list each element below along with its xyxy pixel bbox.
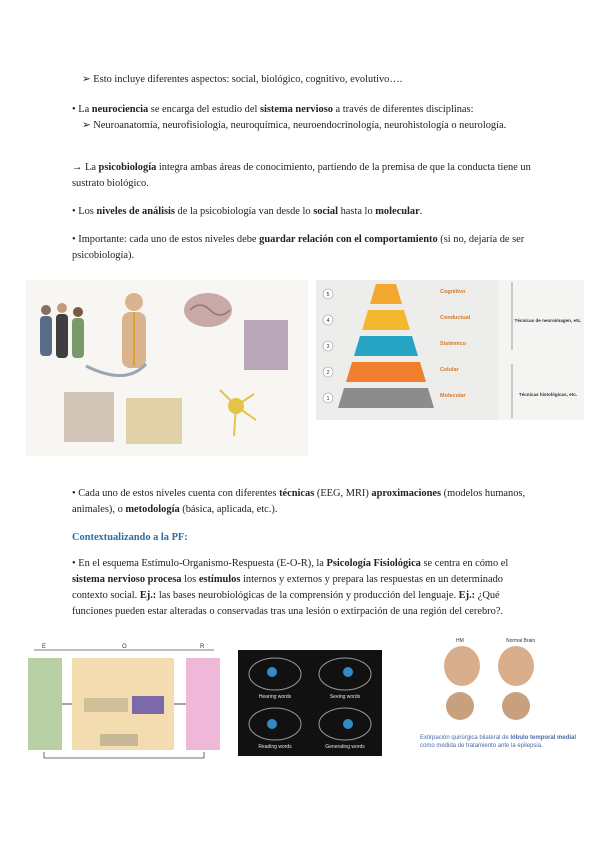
synapse-icon xyxy=(126,398,182,444)
activation-spot xyxy=(343,719,353,729)
pyramid-level-title: Celular xyxy=(440,367,459,373)
paragraph-niveles: • Los niveles de análisis de la psicobiología van desde lo social hasta lo molecular. xyxy=(72,206,423,217)
label-hm: HM xyxy=(456,638,464,644)
pyramid-level-title: Molecular xyxy=(440,393,466,399)
brain-panel-label: Seeing words xyxy=(329,694,361,700)
eor-label-o: O xyxy=(122,644,127,650)
pyramid-number: 4 xyxy=(326,318,330,324)
lesion-caption: Extirpación quirúrgica bilateral de lóbulo temporal medial como medida de tratamiento ante la epilepsia. xyxy=(420,735,577,749)
levels-illustration xyxy=(26,280,308,456)
response-box xyxy=(186,658,220,750)
lesion-figure xyxy=(420,634,590,724)
pyramid-level-2 xyxy=(346,362,426,382)
pyramid-number: 2 xyxy=(326,370,330,376)
paragraph-importante: • Importante: cada uno de estos niveles debe guardar relación con el comportamiento (si no, dejaría de ser psicobiología). xyxy=(72,234,525,261)
eor-label-r: R xyxy=(200,644,205,650)
activation-spot xyxy=(267,719,277,729)
brain-panel-label: Generating words xyxy=(325,744,365,750)
side-label-bottom: Técnicas histológicas, etc. xyxy=(518,392,578,397)
membrane-icon xyxy=(64,392,114,442)
brain-icon xyxy=(184,293,232,327)
pyramid-level-3 xyxy=(354,336,418,356)
eor-diagram xyxy=(24,640,224,760)
paragraph-psicobiologia: → La psicobiología integra ambas áreas de conocimiento, partiendo de la premisa de que la conducta tiene un sustrato biológico. xyxy=(72,162,531,189)
people-group-icon xyxy=(40,303,84,358)
pyramid-level-title: Cognitivo xyxy=(440,289,466,295)
activation-spot xyxy=(267,667,277,677)
section-heading: Contextualizando a la PF: xyxy=(72,532,188,543)
brain-panel-label: Reading words xyxy=(258,744,292,750)
activation-spot xyxy=(343,667,353,677)
human-body-icon xyxy=(122,293,146,368)
tissue-slice-icon xyxy=(244,320,288,370)
eor-label-e: E xyxy=(42,644,47,650)
brain-normal-icon xyxy=(498,646,534,686)
pyramid-number: 3 xyxy=(326,344,330,350)
brain-hm-icon xyxy=(444,646,480,686)
paragraph-aspects: ➢ Esto incluye diferentes aspectos: social, biológico, cognitivo, evolutivo…. xyxy=(82,74,403,85)
brain-activation-figure xyxy=(238,650,382,756)
pyramid-level-title: Conductual xyxy=(440,315,471,321)
label-normal: Normal Brain xyxy=(506,638,536,644)
levels-pyramid xyxy=(316,280,584,420)
side-label-top: Técnicas de neuroimagen, etc. xyxy=(514,318,582,323)
pyramid-number: 5 xyxy=(326,292,330,298)
pyramid-level-1 xyxy=(338,388,434,408)
paragraph-tecnicas: • Cada uno de estos niveles cuenta con diferentes técnicas (EEG, MRI) aproximaciones (modelos humanos, animales), o metodología (básica, aplicada, etc.). xyxy=(72,488,526,515)
pyramid-number: 1 xyxy=(326,396,330,402)
pyramid-level-title: Sistémico xyxy=(440,341,466,347)
paragraph-neurociencia: • La neurociencia se encarga del estudio del sistema nervioso a través de diferentes disciplinas: ➢ Neuroanatomía, neurofisiología, neuroquímica, neuroendocrinología, neurohistología o neurología. xyxy=(72,104,507,131)
paragraph-eor: • En el esquema Estímulo-Organismo-Respuesta (E-O-R), la Psicología Fisiológica se centra en cómo el sistema nervioso procesa los estímulos internos y externos y prepara las respuestas en un determinado contexto social. Ej.: las bases neurobiológicas de la comprensión y producción del lenguaje. Ej.: ¿Qué funciones pueden estar alteradas o conservadas tras una lesión o extirpación de una región del cerebro?. xyxy=(72,558,509,617)
stimulus-box xyxy=(28,658,62,750)
brain-panel-label: Hearing words xyxy=(258,694,292,700)
pyramid-level-4 xyxy=(362,310,410,330)
